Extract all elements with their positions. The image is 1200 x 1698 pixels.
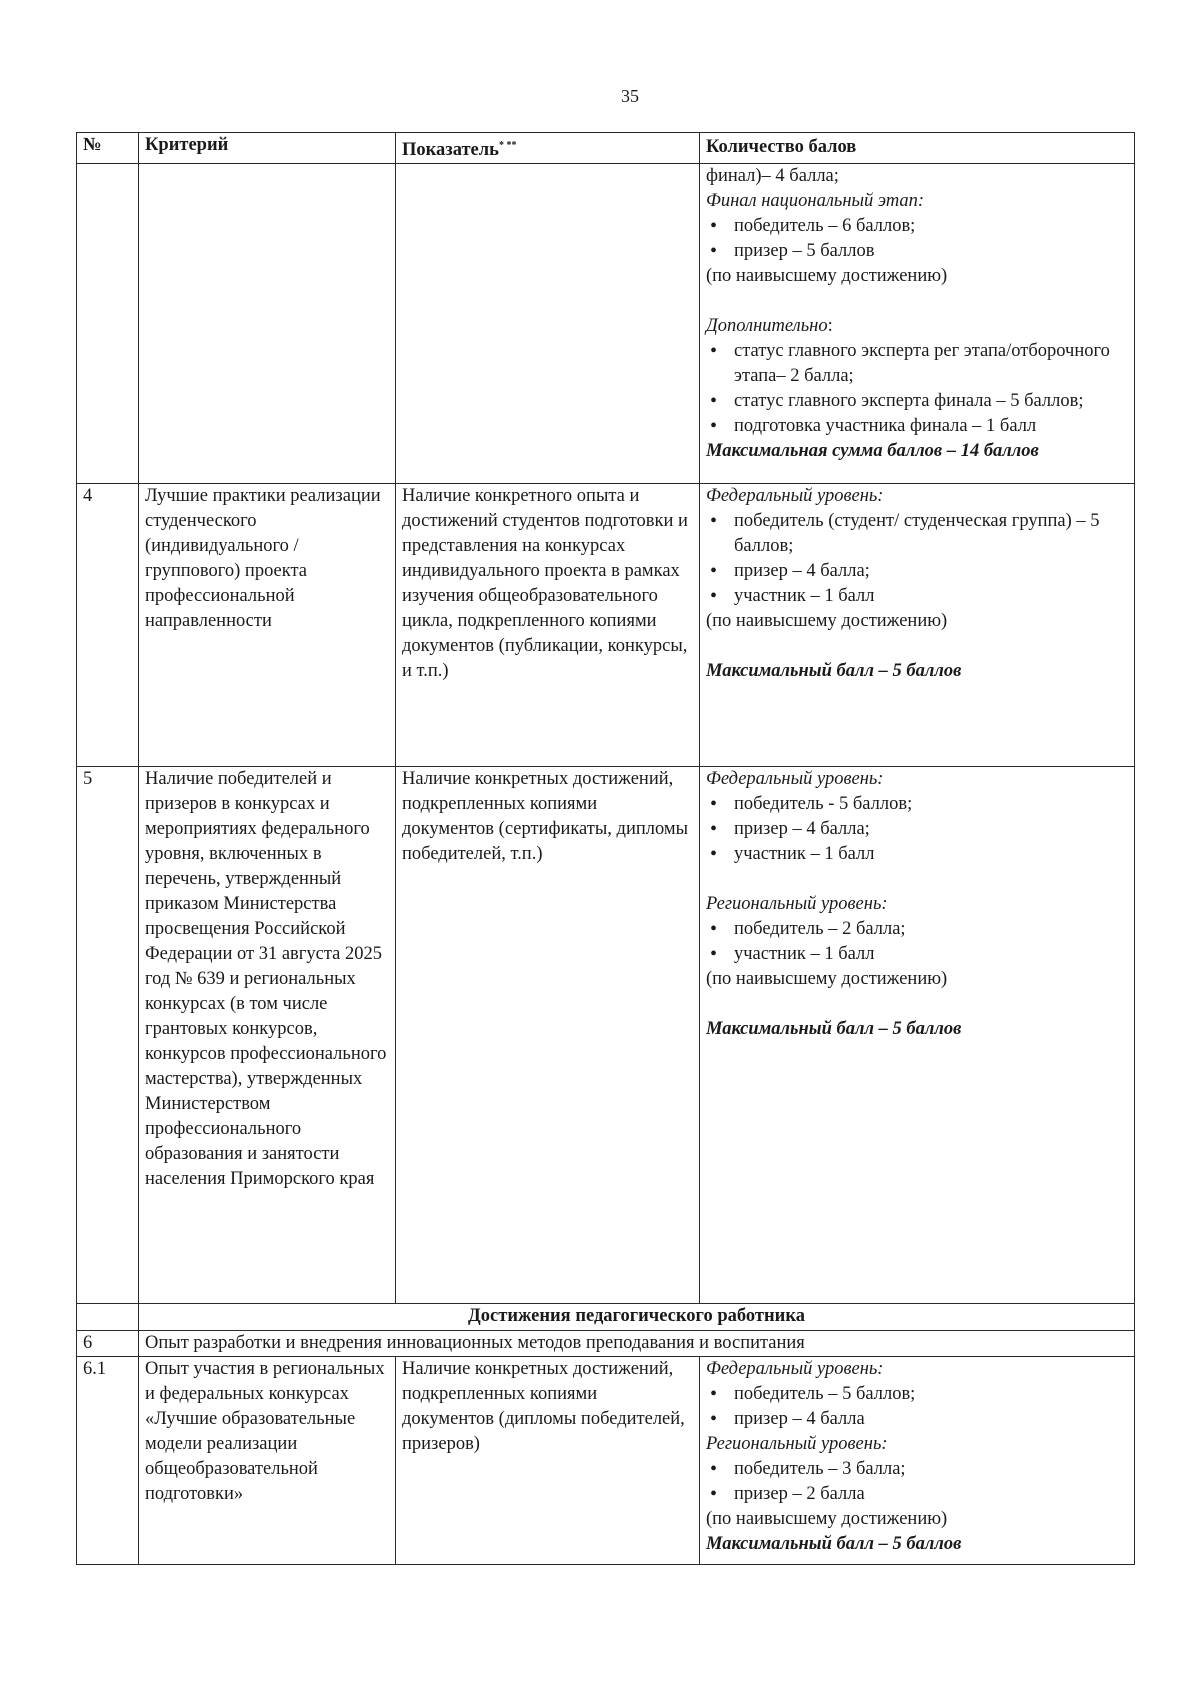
list-item: • призер – 4 балла; <box>706 817 1128 842</box>
regional-list <box>706 917 1128 967</box>
cell-indicator: Наличие конкретных достижений, подкрепленных копиями документов (сертификаты, дипломы победителей, т.п.) <box>396 767 700 1304</box>
cell-score <box>700 484 1135 767</box>
section-row <box>77 1304 1135 1331</box>
list-item: • победитель – 5 баллов; <box>706 1382 1128 1407</box>
header-indicator-label: Показатель <box>402 140 499 161</box>
cell-score <box>700 1357 1135 1565</box>
table-row-6-1 <box>77 1357 1135 1565</box>
cell-num: 6.1 <box>77 1357 139 1565</box>
regional-list <box>706 1457 1128 1507</box>
score-max: Максимальный балл – 5 баллов <box>706 1019 962 1040</box>
score-note: (по наивысшему достижению) <box>706 611 948 632</box>
table-row-4 <box>77 484 1135 767</box>
score-heading-extra: Дополнительно <box>706 316 828 337</box>
cell-num: 6 <box>77 1331 139 1357</box>
list-item: • статус главного эксперта рег этапа/отборочного этапа– 2 балла; <box>706 339 1128 389</box>
federal-list <box>706 792 1128 867</box>
list-item: • статус главного эксперта финала – 5 баллов; <box>706 389 1128 414</box>
page-number: 35 <box>621 86 639 106</box>
list-item: • призер – 4 балла; <box>706 559 1128 584</box>
list-item: • подготовка участника финала – 1 балл <box>706 414 1128 439</box>
cell-criterion: Опыт участия в региональных и федеральных конкурсах «Лучшие образовательные модели реализации общеобразовательной подготовки» <box>139 1357 396 1565</box>
score-heading-federal: Федеральный уровень: <box>706 1359 884 1380</box>
cell-num <box>77 164 139 484</box>
score-note: (по наивысшему достижению) <box>706 266 948 287</box>
table-row-continuation <box>77 164 1135 484</box>
score-max: Максимальный балл – 5 баллов <box>706 661 962 682</box>
cell-indicator: Наличие конкретных достижений, подкрепленных копиями документов (дипломы победителей, призеров) <box>396 1357 700 1565</box>
score-line: финал)– 4 балла; <box>706 166 839 187</box>
section-title: Достижения педагогического работника <box>139 1304 1135 1331</box>
header-indicator-marks: * ** <box>498 140 517 151</box>
list-item: • участник – 1 балл <box>706 842 1128 867</box>
extra-list <box>706 339 1128 439</box>
row-6-title: Опыт разработки и внедрения инновационных методов преподавания и воспитания <box>139 1331 1135 1357</box>
list-item: • призер – 5 баллов <box>706 239 1128 264</box>
header-score: Количество балов <box>700 133 1135 164</box>
score-heading-regional: Региональный уровень: <box>706 894 888 915</box>
score-heading-federal: Федеральный уровень: <box>706 769 884 790</box>
header-num: № <box>77 133 139 164</box>
score-note: (по наивысшему достижению) <box>706 1509 948 1530</box>
cell-criterion <box>139 164 396 484</box>
cell-num: 4 <box>77 484 139 767</box>
score-note: (по наивысшему достижению) <box>706 969 948 990</box>
cell-score <box>700 164 1135 484</box>
score-max: Максимальная сумма баллов – 14 баллов <box>706 441 1039 462</box>
cell-num <box>77 1304 139 1331</box>
final-list <box>706 214 1128 264</box>
cell-score <box>700 767 1135 1304</box>
cell-indicator <box>396 164 700 484</box>
list-item: • победитель – 3 балла; <box>706 1457 1128 1482</box>
list-item: • победитель – 2 балла; <box>706 917 1128 942</box>
score-heading-final: Финал национальный этап: <box>706 191 925 212</box>
score-heading-extra-wrap <box>706 314 1128 339</box>
header-indicator <box>396 133 700 164</box>
list-item: • участник – 1 балл <box>706 942 1128 967</box>
table-row-5 <box>77 767 1135 1304</box>
score-heading-regional: Региональный уровень: <box>706 1434 888 1455</box>
score-max: Максимальный балл – 5 баллов <box>706 1534 962 1555</box>
list-item: • победитель (студент/ студенческая группа) – 5 баллов; <box>706 509 1128 559</box>
list-item: • победитель – 6 баллов; <box>706 214 1128 239</box>
federal-list <box>706 509 1128 609</box>
list-item: • призер – 2 балла <box>706 1482 1128 1507</box>
table-header-row <box>77 133 1135 164</box>
cell-num: 5 <box>77 767 139 1304</box>
cell-indicator: Наличие конкретного опыта и достижений студентов подготовки и представления на конкурсах индивидуального проекта в рамках изучения общеобразовательного цикла, подкрепленного копиями документов (публикации, конкурсы, и т.п.) <box>396 484 700 767</box>
cell-criterion: Наличие победителей и призеров в конкурсах и мероприятиях федерального уровня, включенных в перечень, утвержденный приказом Министерства просвещения Российской Федерации от 31 августа 2025 год № 639 и региональных конкурсах (в том числе грантовых конкурсов, конкурсов профессионального мастерства), утвержденных Министерством профессионального образования и занятости населения Приморского края <box>139 767 396 1304</box>
score-heading-federal: Федеральный уровень: <box>706 486 884 507</box>
list-item: • победитель - 5 баллов; <box>706 792 1128 817</box>
table-row-6 <box>77 1331 1135 1357</box>
list-item: • призер – 4 балла <box>706 1407 1128 1432</box>
federal-list <box>706 1382 1128 1432</box>
criteria-table <box>76 132 1135 1565</box>
list-item: • участник – 1 балл <box>706 584 1128 609</box>
cell-criterion: Лучшие практики реализации студенческого (индивидуального / группового) проекта профессиональной направленности <box>139 484 396 767</box>
score-heading-extra-colon: : <box>827 316 833 337</box>
header-criterion: Критерий <box>139 133 396 164</box>
